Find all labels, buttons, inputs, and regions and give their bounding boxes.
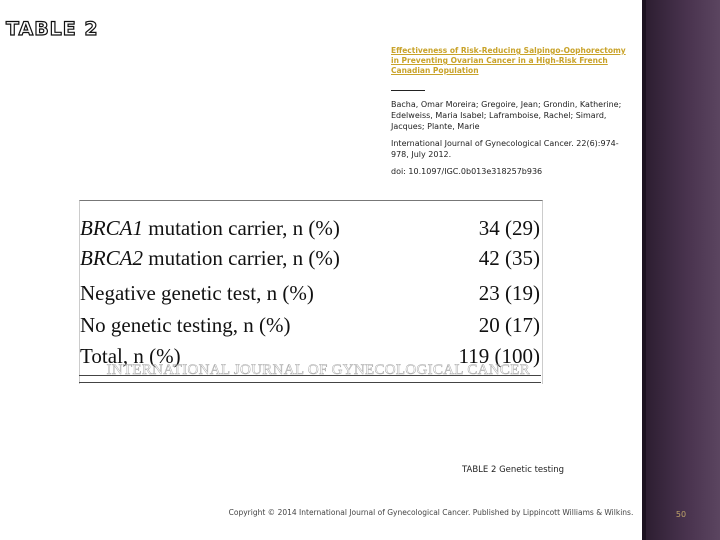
- row-value: 42 (35): [478, 246, 540, 270]
- table-row: [80, 279, 542, 308]
- table-bottom-rule: [79, 382, 541, 383]
- divider: [391, 90, 425, 91]
- copyright-notice: Copyright © 2014 International Journal of Gynecological Cancer. Published by Lippincott Williams & Wilkins.: [228, 508, 634, 517]
- row-label: Negative genetic test, n (%): [80, 281, 314, 305]
- article-journal: International Journal of Gynecological Cancer. 22(6):974-978, July 2012.: [391, 139, 619, 159]
- figure-caption: TABLE 2 Genetic testing: [462, 465, 565, 475]
- row-value: 23 (19): [478, 281, 540, 305]
- row-label: BRCA1 mutation carrier, n (%): [80, 216, 340, 240]
- slide-title: TABLE 2: [6, 18, 99, 40]
- row-label: No genetic testing, n (%): [80, 313, 291, 337]
- table-row: [80, 311, 542, 340]
- article-authors: Bacha, Omar Moreira; Gregoire, Jean; Grondin, Katherine; Edelweiss, Maria Isabel; Laframboise, Rachel; Simard, Jacques; Plante, Marie: [391, 100, 622, 131]
- journal-watermark: INTERNATIONAL JOURNAL OF GYNECOLOGICAL CANCER: [106, 362, 530, 378]
- table-bottom-rule: [79, 375, 541, 376]
- row-label: Total, n (%): [80, 344, 181, 368]
- table-row: [80, 214, 542, 243]
- row-value: 20 (17): [478, 313, 540, 337]
- article-title-link[interactable]: Effectiveness of Risk-Reducing Salpingo-Oophorectomy in Preventing Ovarian Cancer in a High-Risk French Canadian Population: [391, 46, 626, 75]
- row-label: BRCA2 mutation carrier, n (%): [80, 246, 340, 270]
- row-value: 119 (100): [458, 344, 540, 368]
- decorative-sidebar: [642, 0, 720, 540]
- page-number: 50: [675, 510, 687, 519]
- row-value: 34 (29): [478, 216, 540, 240]
- genetic-testing-table-image: [79, 200, 543, 384]
- table-row: [80, 244, 542, 273]
- article-doi: doi: 10.1097/IGC.0b013e318257b936: [391, 167, 543, 176]
